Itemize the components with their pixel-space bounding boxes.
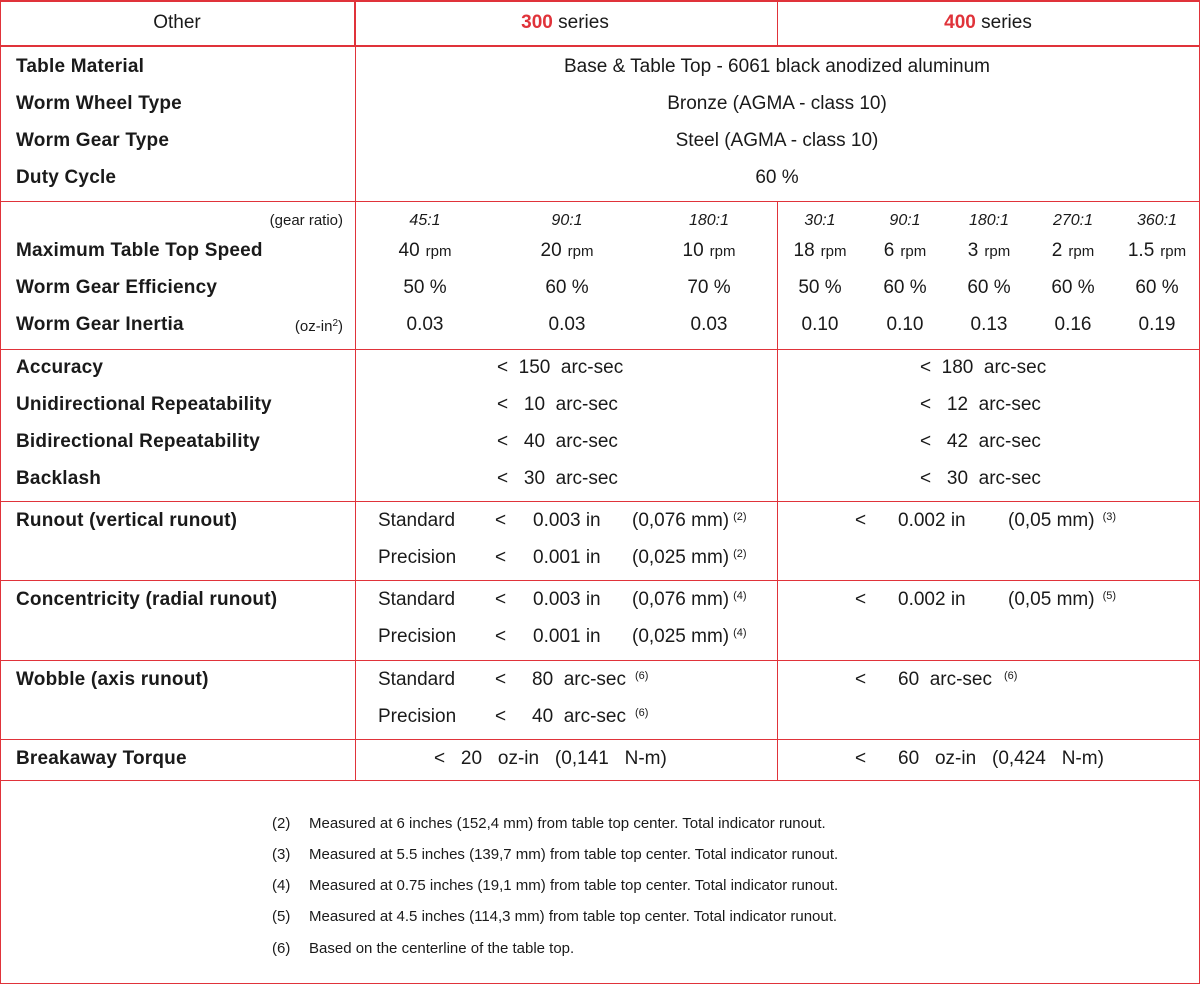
label-table-material: Table Material bbox=[16, 56, 145, 77]
divider bbox=[0, 45, 1200, 47]
label-bidirectional-repeatability: Bidirectional Repeatability bbox=[16, 431, 261, 452]
divider bbox=[0, 0, 1200, 2]
divider bbox=[0, 349, 1200, 350]
efficiency-cell: 70 % bbox=[687, 277, 731, 298]
wobble-400-value: 60 arc-sec $^{(6)}$ bbox=[898, 669, 1018, 690]
divider bbox=[355, 46, 356, 781]
runout-precision-in: 0.001 in bbox=[533, 547, 601, 568]
divider bbox=[0, 501, 1200, 502]
divider bbox=[0, 780, 1200, 781]
divider bbox=[354, 0, 356, 46]
concentricity-standard-mm: (0,076 mm) $^{(4)}$ bbox=[632, 589, 747, 610]
label-concentricity: Concentricity (radial runout) bbox=[16, 589, 278, 610]
bidirectional-300: < 40 arc-sec bbox=[497, 431, 618, 452]
wobble-precision-value: 40 arc-sec $^{(6)}$ bbox=[532, 706, 649, 727]
value-duty-cycle: 60 % bbox=[755, 167, 799, 188]
wobble-precision-label: Precision bbox=[378, 706, 457, 727]
gear-ratio-cell: 180:1 bbox=[688, 212, 730, 229]
inertia-cell: 0.03 bbox=[406, 314, 444, 335]
inertia-cell: 0.03 bbox=[690, 314, 728, 335]
divider bbox=[0, 660, 1200, 661]
label-inertia: Worm Gear Inertia bbox=[16, 314, 184, 335]
max-speed-cell: 6 rpm bbox=[883, 240, 927, 261]
gear-ratio-cell: 90:1 bbox=[889, 212, 921, 229]
label-worm-wheel-type: Worm Wheel Type bbox=[16, 93, 182, 114]
label-duty-cycle: Duty Cycle bbox=[16, 167, 117, 188]
gear-ratio-cell: 270:1 bbox=[1052, 212, 1094, 229]
value-worm-wheel-type: Bronze (AGMA - class 10) bbox=[667, 93, 887, 114]
accuracy-300: < 150 arc-sec bbox=[497, 357, 624, 378]
unidirectional-300: < 10 arc-sec bbox=[497, 394, 618, 415]
backlash-400: < 30 arc-sec bbox=[920, 468, 1041, 489]
header-400-series: 400 series bbox=[944, 12, 1032, 33]
backlash-300: < 30 arc-sec bbox=[497, 468, 618, 489]
label-accuracy: Accuracy bbox=[16, 357, 104, 378]
concentricity-standard-label: Standard bbox=[378, 589, 456, 610]
divider bbox=[0, 739, 1200, 740]
divider bbox=[0, 201, 1200, 202]
inertia-cell: 0.16 bbox=[1054, 314, 1092, 335]
max-speed-cell: 3 rpm bbox=[967, 240, 1011, 261]
wobble-400-lt: < bbox=[855, 669, 867, 690]
max-speed-cell: 20 rpm bbox=[540, 240, 594, 261]
header-300-series: 300 series bbox=[521, 12, 609, 33]
runout-standard-mm: (0,076 mm) $^{(2)}$ bbox=[632, 510, 747, 531]
concentricity-precision-lt: < bbox=[495, 626, 507, 647]
max-speed-cell: 10 rpm bbox=[682, 240, 736, 261]
gear-ratio-cell: 45:1 bbox=[409, 212, 441, 229]
runout-precision-label: Precision bbox=[378, 547, 457, 568]
efficiency-cell: 60 % bbox=[1135, 277, 1179, 298]
inertia-cell: 0.19 bbox=[1138, 314, 1176, 335]
runout-precision-lt: < bbox=[495, 547, 507, 568]
label-wobble: Wobble (axis runout) bbox=[16, 669, 209, 690]
label-runout: Runout (vertical runout) bbox=[16, 510, 238, 531]
runout-400-lt: < bbox=[855, 510, 867, 531]
wobble-standard-value: 80 arc-sec $^{(6)}$ bbox=[532, 669, 649, 690]
gear-ratio-cell: 360:1 bbox=[1136, 212, 1178, 229]
inertia-cell: 0.10 bbox=[801, 314, 839, 335]
breakaway-300: < 20 oz-in (0,141 N-m) bbox=[434, 748, 667, 769]
divider bbox=[777, 201, 778, 781]
divider bbox=[0, 580, 1200, 581]
value-table-material: Base & Table Top - 6061 black anodized aluminum bbox=[563, 56, 991, 77]
label-breakaway-torque: Breakaway Torque bbox=[16, 748, 187, 769]
inertia-cell: 0.13 bbox=[970, 314, 1008, 335]
divider bbox=[777, 0, 778, 46]
concentricity-400-lt: < bbox=[855, 589, 867, 610]
inertia-cell: 0.10 bbox=[886, 314, 924, 335]
max-speed-cell: 1.5 rpm bbox=[1127, 240, 1187, 261]
bidirectional-400: < 42 arc-sec bbox=[920, 431, 1041, 452]
breakaway-400-lt: < bbox=[855, 748, 867, 769]
wobble-standard-label: Standard bbox=[378, 669, 456, 690]
gear-ratio-cell: 30:1 bbox=[804, 212, 836, 229]
label-backlash: Backlash bbox=[16, 468, 102, 489]
gear-ratio-label: (gear ratio) bbox=[269, 212, 343, 229]
gear-ratio-cell: 180:1 bbox=[968, 212, 1010, 229]
max-speed-cell: 2 rpm bbox=[1051, 240, 1095, 261]
gear-ratio-cell: 90:1 bbox=[551, 212, 583, 229]
inertia-unit: $(oz-in^2)$ bbox=[294, 318, 343, 335]
concentricity-400-mm: (0,05 mm) $^{(5)}$ bbox=[1008, 589, 1117, 610]
concentricity-precision-in: 0.001 in bbox=[533, 626, 601, 647]
runout-400-in: 0.002 in bbox=[898, 510, 966, 531]
efficiency-cell: 60 % bbox=[1051, 277, 1095, 298]
efficiency-cell: 60 % bbox=[883, 277, 927, 298]
header-other: Other bbox=[153, 12, 201, 33]
wobble-precision-lt: < bbox=[495, 706, 507, 727]
concentricity-precision-mm: (0,025 mm) $^{(4)}$ bbox=[632, 626, 747, 647]
concentricity-standard-lt: < bbox=[495, 589, 507, 610]
label-worm-gear-type: Worm Gear Type bbox=[16, 130, 170, 151]
label-unidirectional-repeatability: Unidirectional Repeatability bbox=[16, 394, 272, 415]
max-speed-cell: 18 rpm bbox=[793, 240, 847, 261]
label-efficiency: Worm Gear Efficiency bbox=[16, 277, 218, 298]
runout-400-mm: (0,05 mm) $^{(3)}$ bbox=[1008, 510, 1117, 531]
runout-standard-label: Standard bbox=[378, 510, 456, 531]
inertia-cell: 0.03 bbox=[548, 314, 586, 335]
wobble-standard-lt: < bbox=[495, 669, 507, 690]
runout-standard-in: 0.003 in bbox=[533, 510, 601, 531]
runout-precision-mm: (0,025 mm) $^{(2)}$ bbox=[632, 547, 747, 568]
concentricity-400-in: 0.002 in bbox=[898, 589, 966, 610]
breakaway-400: 60 oz-in (0,424 N-m) bbox=[898, 748, 1104, 769]
efficiency-cell: 60 % bbox=[545, 277, 589, 298]
runout-standard-lt: < bbox=[495, 510, 507, 531]
unidirectional-400: < 12 arc-sec bbox=[920, 394, 1041, 415]
efficiency-cell: 50 % bbox=[798, 277, 842, 298]
efficiency-cell: 60 % bbox=[967, 277, 1011, 298]
efficiency-cell: 50 % bbox=[403, 277, 447, 298]
max-speed-cell: 40 rpm bbox=[398, 240, 452, 261]
value-worm-gear-type: Steel (AGMA - class 10) bbox=[675, 130, 879, 151]
concentricity-precision-label: Precision bbox=[378, 626, 457, 647]
concentricity-standard-in: 0.003 in bbox=[533, 589, 601, 610]
label-max-speed: Maximum Table Top Speed bbox=[16, 240, 263, 261]
accuracy-400: < 180 arc-sec bbox=[920, 357, 1047, 378]
